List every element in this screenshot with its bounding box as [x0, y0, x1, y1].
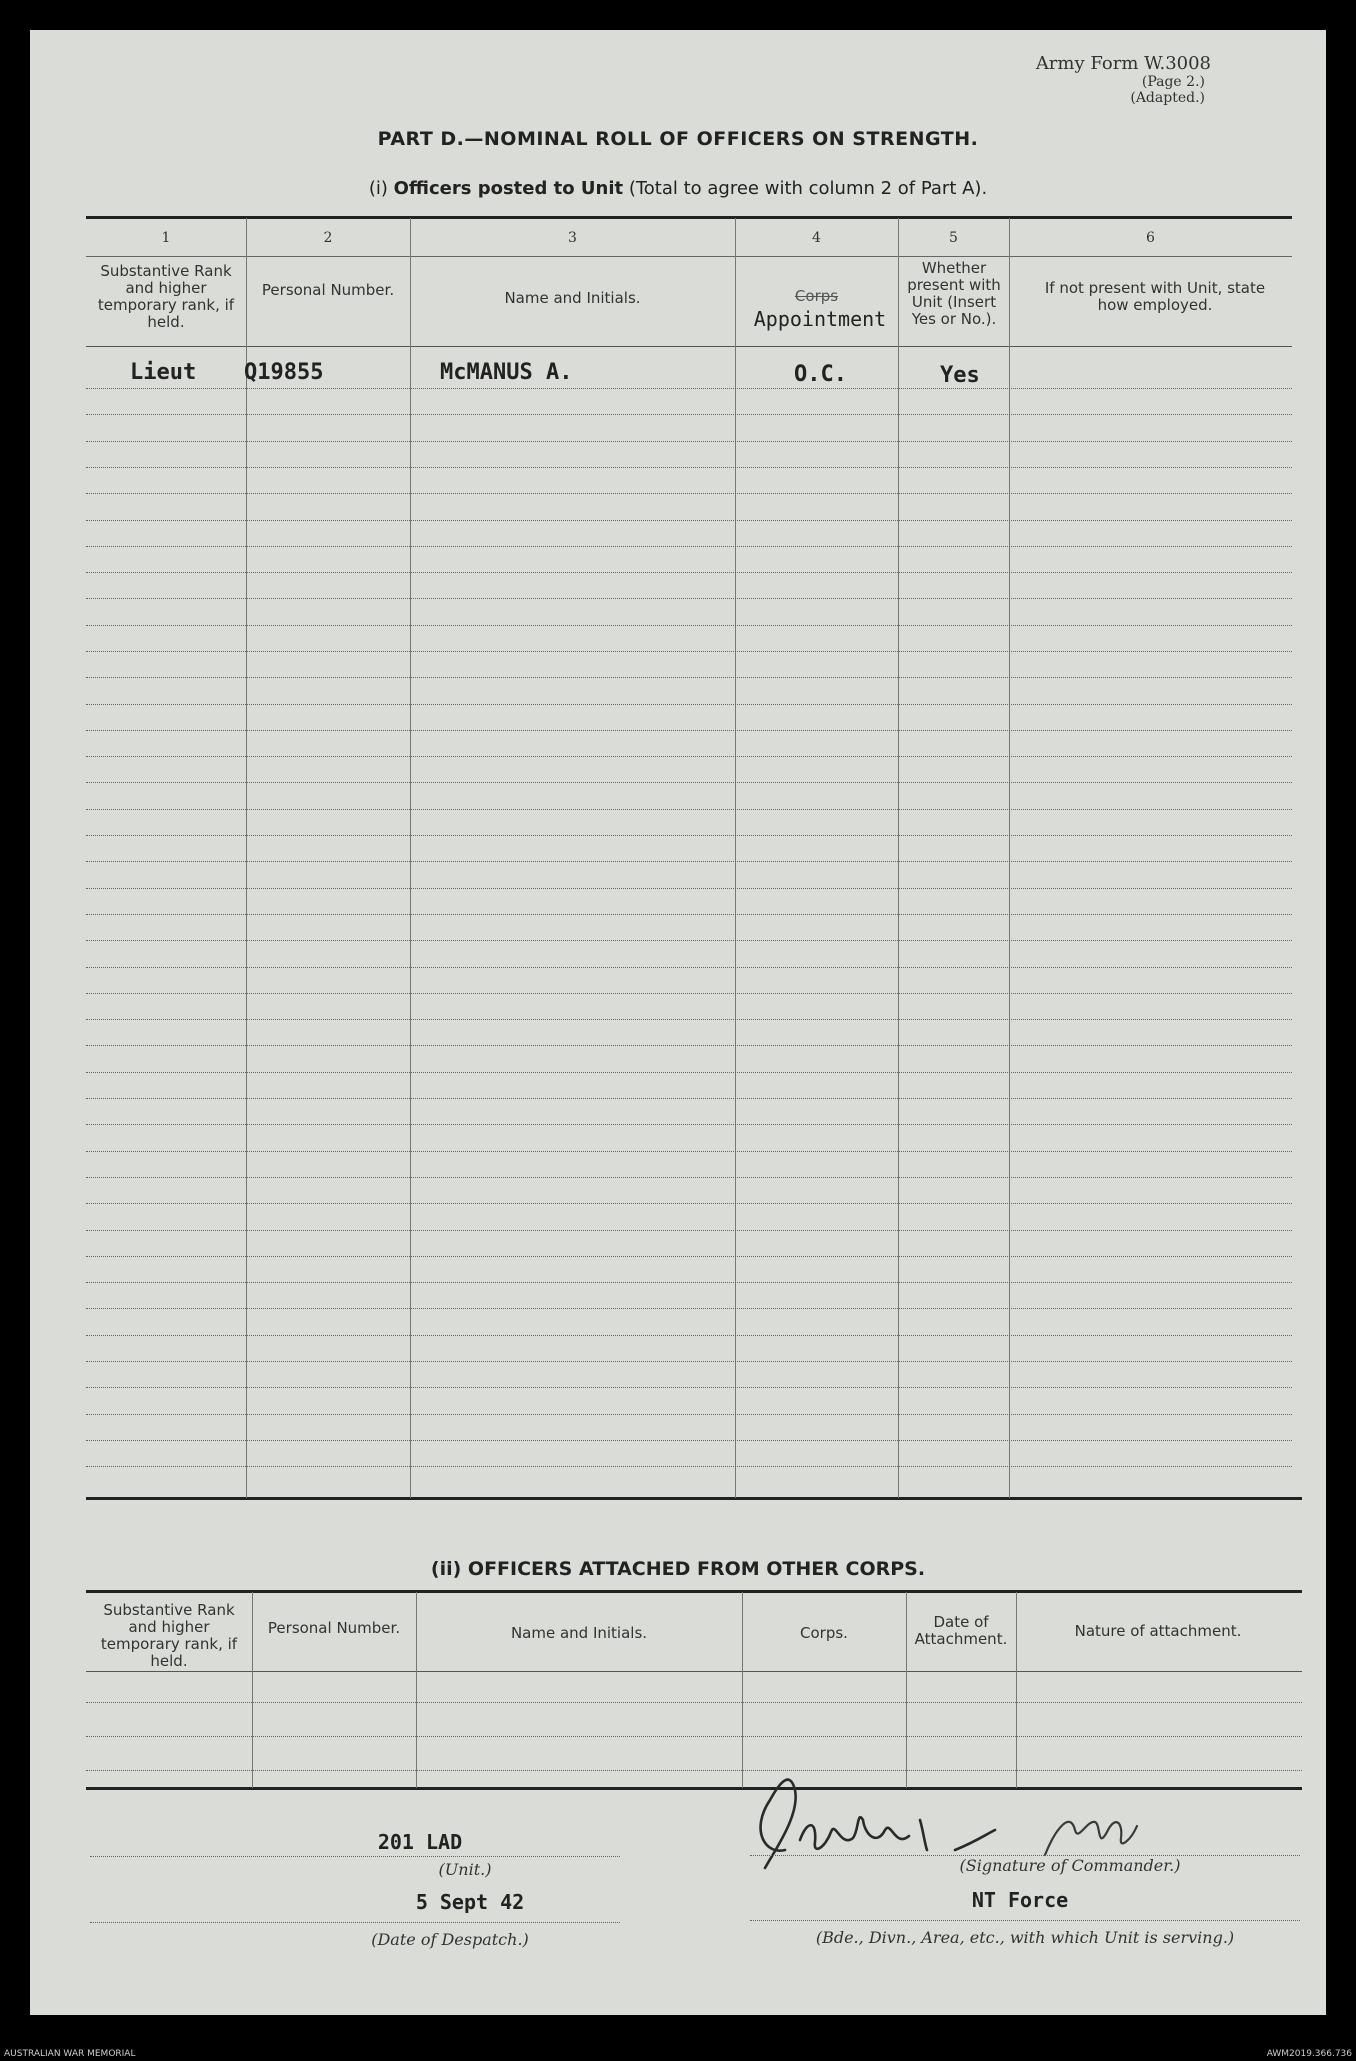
header-present: Whether present with Unit (Insert Yes or No.).	[907, 259, 1001, 328]
row-rank: Lieut	[130, 360, 197, 385]
ruled-row-line	[86, 1736, 1302, 1737]
row-appointment: O.C.	[794, 362, 847, 387]
col-divider	[416, 1592, 417, 1788]
col-number-4: 4	[812, 230, 821, 246]
ruled-row-line	[86, 1387, 1292, 1388]
part-d-subtitle	[30, 178, 1326, 199]
date-line	[90, 1922, 620, 1923]
ruled-row-line	[86, 1177, 1292, 1178]
ruled-row-line	[86, 782, 1292, 783]
archive-credit: AUSTRALIAN WAR MEMORIAL	[4, 2049, 136, 2059]
col-divider	[742, 1592, 743, 1788]
date-caption: (Date of Despatch.)	[371, 1930, 529, 1949]
unit-value: 201 LAD	[377, 1830, 463, 1854]
col-number-3: 3	[568, 230, 577, 246]
ruled-row-line	[86, 1282, 1292, 1283]
col-divider	[898, 218, 899, 1498]
ruled-row-line	[86, 1440, 1292, 1441]
ruled-row-line	[86, 756, 1292, 757]
ruled-row-line	[86, 441, 1292, 442]
row-personal-number: Q19855	[244, 360, 324, 385]
t2-header-nature: Nature of attachment.	[1074, 1622, 1242, 1640]
t2-header-personal-number: Personal Number.	[267, 1619, 401, 1637]
ruled-row-line	[86, 1361, 1292, 1362]
header-appointment-typed: Appointment	[753, 307, 887, 331]
ruled-row-line	[86, 809, 1292, 810]
despatch-date-value: 5 Sept 42	[415, 1890, 525, 1914]
ruled-row-line	[86, 914, 1292, 915]
part-d-title: PART D.—NOMINAL ROLL OF OFFICERS ON STRENGTH.	[377, 128, 979, 150]
force-line	[750, 1920, 1300, 1921]
table-bottom-rule	[86, 1497, 1302, 1500]
ruled-row-line	[86, 546, 1292, 547]
ruled-row-line	[86, 677, 1292, 678]
table2-top-rule	[86, 1590, 1302, 1593]
ruled-row-line	[86, 1151, 1292, 1152]
unit-line	[90, 1856, 620, 1857]
col-divider	[1016, 1592, 1017, 1788]
t2-header-rank: Substantive Rank and higher temporary rank, if held.	[100, 1601, 238, 1670]
ruled-row-line	[86, 967, 1292, 968]
table-top-rule	[86, 216, 1292, 219]
col-divider	[735, 218, 736, 1498]
ruled-row-line	[86, 651, 1292, 652]
col-divider	[246, 218, 247, 1498]
ruled-row-line	[86, 467, 1292, 468]
ruled-row-line	[86, 704, 1292, 705]
ruled-row-line	[86, 414, 1292, 415]
header-rank: Substantive Rank and higher temporary rank, if held.	[97, 262, 235, 331]
ruled-row-line	[86, 1414, 1292, 1415]
form-page-number: (Page 2.)	[1141, 74, 1205, 90]
ruled-row-line	[86, 1098, 1292, 1099]
ruled-row-line	[86, 625, 1292, 626]
col-divider	[906, 1592, 907, 1788]
col-divider	[1009, 218, 1010, 1498]
form-reference	[1036, 54, 1211, 106]
header-name: Name and Initials.	[504, 289, 641, 307]
subtitle-rest: (Total to agree with column 2 of Part A).	[623, 178, 988, 199]
ruled-row-line	[86, 1466, 1292, 1467]
subtitle-prefix: (i)	[368, 178, 394, 199]
ruled-row-line	[86, 520, 1292, 521]
ruled-row-line	[86, 1203, 1292, 1204]
row-present: Yes	[940, 363, 980, 388]
col-number-2: 2	[323, 230, 333, 246]
col-number-1: 1	[161, 230, 171, 246]
colnum-rule	[86, 256, 1292, 257]
force-value: NT Force	[971, 1888, 1069, 1912]
ruled-row-line	[86, 572, 1292, 573]
ruled-row-line	[86, 1702, 1302, 1703]
force-caption: (Bde., Divn., Area, etc., with which Unit is serving.)	[815, 1928, 1235, 1947]
form-page	[30, 30, 1326, 2015]
ruled-row-line	[86, 835, 1292, 836]
ruled-row-line	[86, 598, 1292, 599]
col-number-6: 6	[1146, 230, 1155, 246]
form-adapted-note: (Adapted.)	[1130, 90, 1205, 106]
ruled-row-line	[86, 888, 1292, 889]
t2-header-name: Name and Initials.	[510, 1624, 648, 1642]
ruled-row-line	[86, 1045, 1292, 1046]
signature-caption: (Signature of Commander.)	[959, 1856, 1181, 1875]
archive-reference: AWM2019.366.736	[1266, 2049, 1352, 2059]
ruled-row-line	[86, 388, 1292, 389]
ruled-row-line	[86, 861, 1292, 862]
col-divider	[410, 218, 411, 1498]
header-employed: If not present with Unit, state how employed.	[1044, 279, 1266, 314]
ruled-row-line	[86, 1019, 1292, 1020]
header-rule	[86, 346, 1292, 347]
ruled-row-line	[86, 1072, 1292, 1073]
ruled-row-line	[86, 1124, 1292, 1125]
row-name: McMANUS A.	[440, 360, 573, 385]
ruled-row-line	[86, 730, 1292, 731]
header-personal-number: Personal Number.	[261, 281, 395, 299]
t2-header-corps: Corps.	[800, 1624, 848, 1642]
table2-header-rule	[86, 1671, 1302, 1672]
subtitle-bold: Officers posted to Unit	[393, 178, 624, 199]
ruled-row-line	[86, 1256, 1292, 1257]
ruled-row-line	[86, 1335, 1292, 1336]
unit-caption: (Unit.)	[438, 1860, 492, 1879]
ruled-row-line	[86, 940, 1292, 941]
t2-header-date: Date of Attachment.	[914, 1613, 1008, 1648]
col-divider	[252, 1592, 253, 1788]
header-corps-struck: Corps	[794, 287, 839, 305]
form-number: Army Form W.3008	[1035, 53, 1211, 74]
ruled-row-line	[86, 493, 1292, 494]
ruled-row-line	[86, 993, 1292, 994]
attached-title: (ii) OFFICERS ATTACHED FROM OTHER CORPS.	[430, 1558, 926, 1580]
ruled-row-line	[86, 1308, 1292, 1309]
ruled-row-line	[86, 1230, 1292, 1231]
col-number-5: 5	[949, 230, 958, 246]
